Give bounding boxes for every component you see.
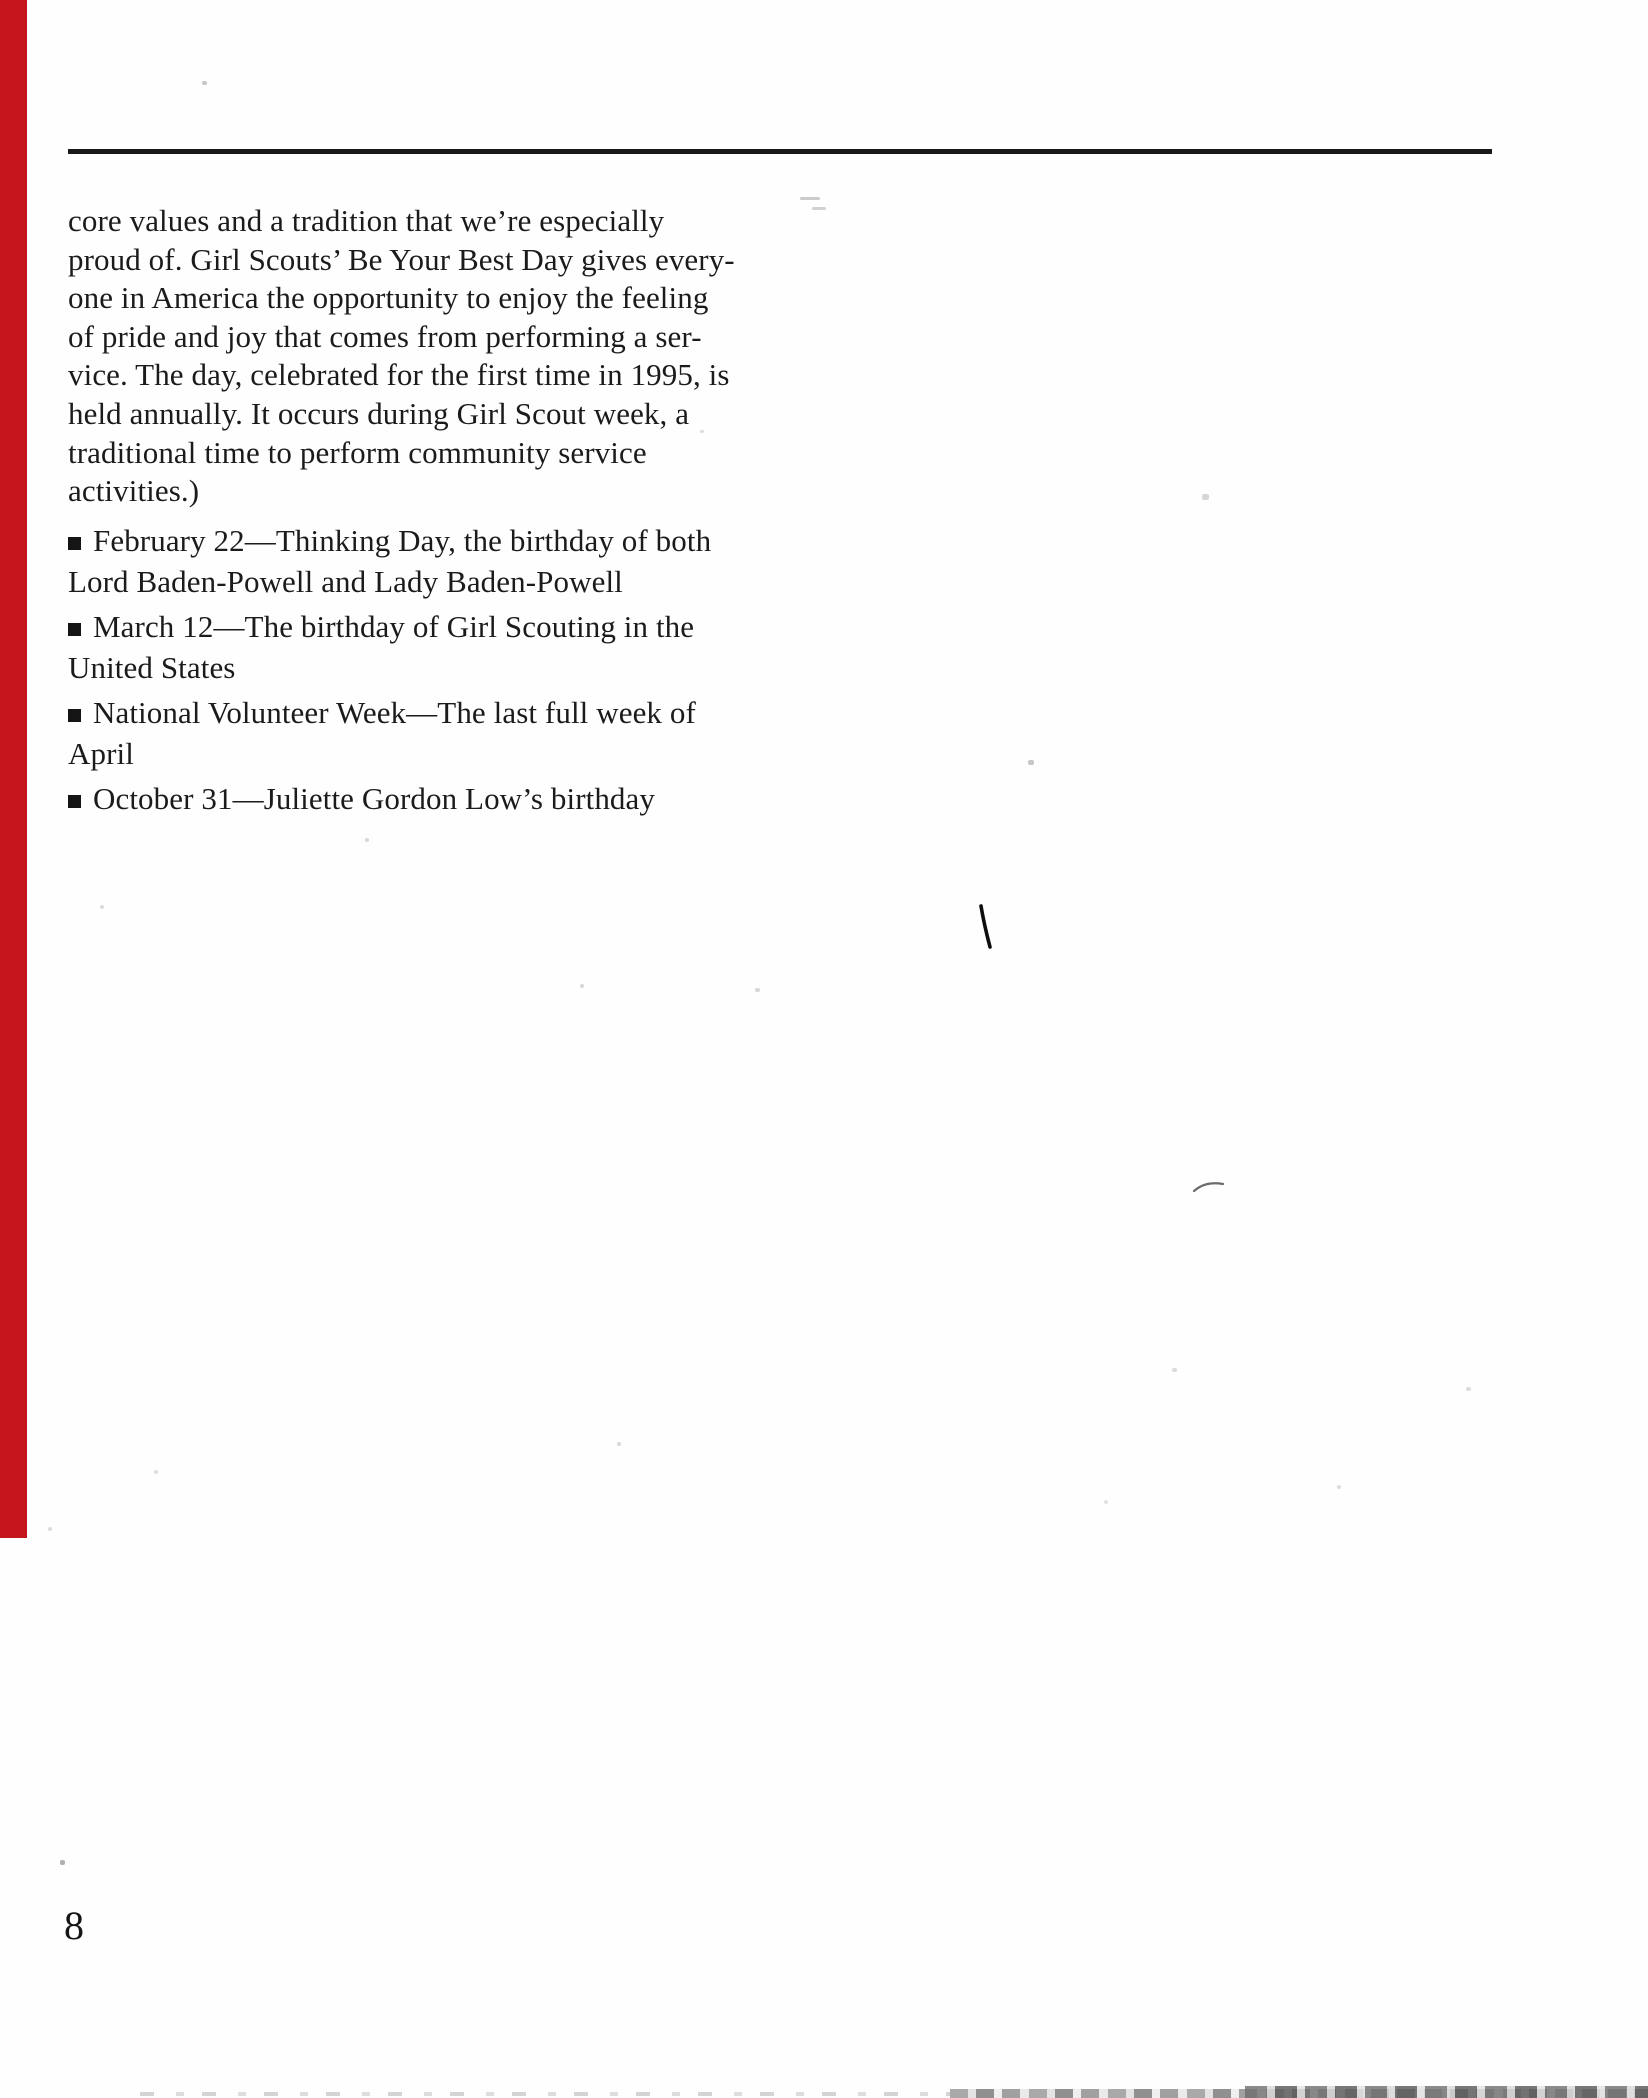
paragraph-line: core values and a tradition that we’re especially — [68, 203, 665, 238]
pen-stroke-dash — [1192, 1178, 1226, 1194]
scan-speck — [580, 984, 584, 988]
scan-speck — [202, 81, 207, 85]
page-number: 8 — [64, 1903, 84, 1948]
square-bullet-icon — [68, 709, 81, 722]
scan-speck — [617, 1442, 621, 1446]
scan-speck — [154, 1470, 158, 1474]
scan-speck — [700, 430, 704, 433]
scan-speck — [1337, 1485, 1341, 1489]
bottom-edge-print-fragments — [140, 2092, 950, 2096]
pen-stroke-backslash — [976, 904, 994, 950]
header-rule — [68, 149, 1492, 154]
scan-speck — [100, 905, 104, 909]
text-column — [68, 202, 788, 823]
bullet-line: February 22—Thinking Day, the birthday of both — [93, 522, 712, 558]
scan-speck — [365, 838, 369, 842]
bullet-line: Lord Baden-Powell and Lady Baden-Powell — [68, 563, 623, 599]
bullet-line: National Volunteer Week—The last full week of — [93, 694, 696, 730]
bullet-list — [68, 520, 788, 819]
scan-speck — [1202, 494, 1209, 500]
square-bullet-icon — [68, 795, 81, 808]
square-bullet-icon — [68, 537, 81, 550]
paragraph-line: of pride and joy that comes from performing a ser- — [68, 318, 702, 354]
paragraph-line: proud of. Girl Scouts’ Be Your Best Day gives every- — [68, 241, 735, 277]
paragraph-line: traditional time to perform community service — [68, 434, 647, 470]
scan-speck — [60, 1860, 65, 1865]
square-bullet-icon — [68, 623, 81, 636]
bullet-line: March 12—The birthday of Girl Scouting in the — [93, 608, 695, 644]
red-edge-stripe — [0, 0, 27, 1538]
scan-speck — [1172, 1368, 1177, 1372]
bullet-item — [68, 520, 788, 602]
scan-speck — [48, 1527, 52, 1531]
bullet-item — [68, 778, 788, 819]
scan-speck — [1104, 1500, 1108, 1504]
paragraph-line: held annually. It occurs during Girl Scout week, a — [68, 395, 690, 431]
scan-speck — [1466, 1387, 1471, 1391]
bullet-line: April — [68, 735, 134, 771]
scan-speck — [812, 207, 826, 210]
bullet-line: United States — [68, 649, 236, 685]
bullet-item — [68, 692, 788, 774]
scan-speck — [755, 988, 760, 992]
scan-speck — [1028, 760, 1034, 765]
bottom-edge-print-fragments — [1245, 2086, 1648, 2098]
paragraph-line: activities.) — [68, 473, 200, 509]
bullet-line: October 31—Juliette Gordon Low’s birthday — [93, 780, 655, 816]
paragraph-line: vice. The day, celebrated for the first time in 1995, is — [68, 357, 730, 393]
scan-speck — [800, 197, 820, 200]
bullet-item — [68, 606, 788, 688]
paragraph-line: one in America the opportunity to enjoy the feeling — [68, 280, 709, 316]
